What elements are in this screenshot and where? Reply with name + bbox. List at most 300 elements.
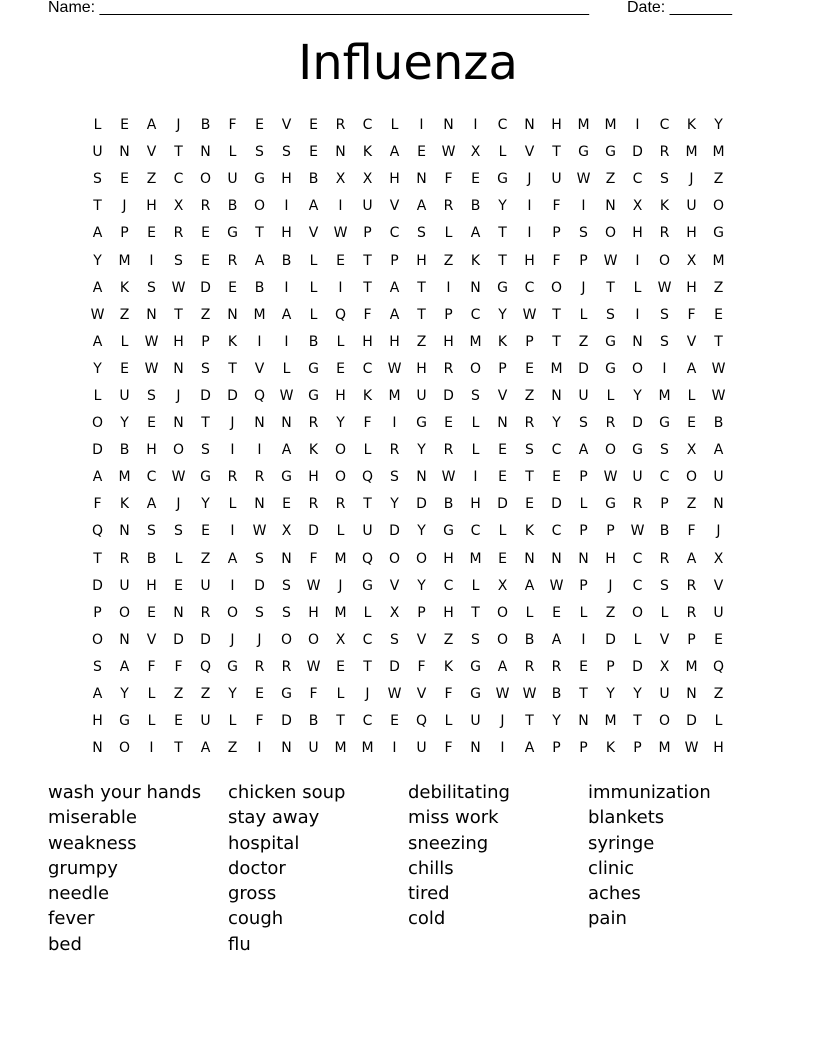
grid-letter[interactable]: T <box>498 225 507 242</box>
grid-letter[interactable]: Y <box>120 415 129 432</box>
grid-letter[interactable]: H <box>389 171 400 188</box>
grid-letter[interactable]: B <box>659 523 670 540</box>
grid-letter[interactable]: M <box>712 252 725 269</box>
grid-letter[interactable]: H <box>416 252 427 269</box>
grid-letter[interactable]: L <box>579 604 588 621</box>
grid-letter[interactable]: R <box>443 442 454 459</box>
grid-letter[interactable]: C <box>362 631 373 648</box>
grid-letter[interactable]: O <box>604 442 617 459</box>
grid-letter[interactable]: C <box>659 117 670 134</box>
grid-letter[interactable]: S <box>147 387 156 404</box>
grid-letter[interactable]: H <box>146 198 157 215</box>
grid-letter[interactable]: X <box>173 198 184 215</box>
grid-letter[interactable]: T <box>552 144 561 161</box>
grid-letter[interactable]: L <box>687 387 696 404</box>
grid-letter[interactable]: M <box>361 740 374 757</box>
grid-letter[interactable]: R <box>227 469 238 486</box>
grid-letter[interactable]: D <box>227 387 238 404</box>
grid-letter[interactable]: U <box>713 604 724 621</box>
grid-letter[interactable]: A <box>281 442 292 459</box>
grid-letter[interactable]: X <box>470 144 481 161</box>
grid-letter[interactable]: S <box>147 523 156 540</box>
grid-letter[interactable]: H <box>686 279 697 296</box>
grid-letter[interactable]: G <box>281 469 292 486</box>
grid-letter[interactable]: J <box>338 577 343 594</box>
grid-letter[interactable]: O <box>712 198 725 215</box>
grid-letter[interactable]: A <box>470 225 481 242</box>
grid-letter[interactable]: K <box>497 333 508 350</box>
grid-letter[interactable]: X <box>686 252 697 269</box>
grid-letter[interactable]: L <box>714 713 723 730</box>
grid-letter[interactable]: G <box>605 496 616 513</box>
grid-letter[interactable]: L <box>174 550 183 567</box>
grid-letter[interactable]: J <box>176 117 181 134</box>
grid-letter[interactable]: N <box>524 117 535 134</box>
grid-letter[interactable]: I <box>581 198 586 215</box>
grid-letter[interactable]: E <box>255 117 264 134</box>
grid-letter[interactable]: W <box>711 387 726 404</box>
grid-letter[interactable]: R <box>335 117 346 134</box>
grid-letter[interactable]: N <box>119 144 130 161</box>
grid-letter[interactable]: P <box>579 523 588 540</box>
grid-letter[interactable]: A <box>92 333 103 350</box>
grid-letter[interactable]: L <box>633 631 642 648</box>
grid-letter[interactable]: C <box>389 225 400 242</box>
grid-letter[interactable]: M <box>658 740 671 757</box>
grid-letter[interactable]: B <box>227 198 238 215</box>
grid-letter[interactable]: E <box>525 496 534 513</box>
grid-letter[interactable]: Y <box>498 198 507 215</box>
grid-letter[interactable]: E <box>120 117 129 134</box>
grid-letter[interactable]: E <box>444 415 453 432</box>
grid-letter[interactable]: N <box>281 550 292 567</box>
grid-letter[interactable]: S <box>255 550 264 567</box>
grid-letter[interactable]: E <box>147 225 156 242</box>
grid-letter[interactable]: R <box>659 550 670 567</box>
grid-letter[interactable]: Z <box>146 171 157 188</box>
grid-letter[interactable]: F <box>444 740 453 757</box>
grid-letter[interactable]: L <box>228 144 237 161</box>
grid-letter[interactable]: E <box>714 306 723 323</box>
grid-letter[interactable]: P <box>633 740 642 757</box>
grid-letter[interactable]: A <box>119 658 130 675</box>
grid-letter[interactable]: R <box>443 360 454 377</box>
grid-letter[interactable]: I <box>257 442 262 459</box>
grid-letter[interactable]: F <box>174 658 183 675</box>
grid-letter[interactable]: T <box>201 415 210 432</box>
grid-letter[interactable]: D <box>92 442 103 459</box>
grid-letter[interactable]: T <box>579 686 588 703</box>
grid-letter[interactable]: T <box>552 333 561 350</box>
grid-letter[interactable]: M <box>604 713 617 730</box>
grid-letter[interactable]: U <box>362 198 373 215</box>
grid-letter[interactable]: T <box>336 713 345 730</box>
grid-letter[interactable]: N <box>173 604 184 621</box>
grid-letter[interactable]: I <box>635 117 640 134</box>
grid-letter[interactable]: S <box>390 469 399 486</box>
grid-letter[interactable]: L <box>336 686 345 703</box>
grid-letter[interactable]: B <box>308 713 319 730</box>
grid-letter[interactable]: A <box>524 577 535 594</box>
grid-letter[interactable]: S <box>390 631 399 648</box>
grid-letter[interactable]: N <box>578 550 589 567</box>
grid-letter[interactable]: S <box>606 306 615 323</box>
grid-letter[interactable]: G <box>254 171 265 188</box>
grid-letter[interactable]: A <box>92 225 103 242</box>
grid-letter[interactable]: C <box>497 117 508 134</box>
grid-letter[interactable]: I <box>419 117 424 134</box>
grid-letter[interactable]: P <box>579 469 588 486</box>
grid-letter[interactable]: E <box>552 469 561 486</box>
grid-letter[interactable]: W <box>144 360 159 377</box>
grid-letter[interactable]: H <box>389 333 400 350</box>
grid-letter[interactable]: R <box>686 604 697 621</box>
grid-letter[interactable]: E <box>390 713 399 730</box>
grid-letter[interactable]: P <box>606 658 615 675</box>
grid-letter[interactable]: J <box>230 415 235 432</box>
grid-letter[interactable]: H <box>146 577 157 594</box>
grid-letter[interactable]: R <box>659 225 670 242</box>
grid-letter[interactable]: D <box>632 144 643 161</box>
grid-letter[interactable]: N <box>227 306 238 323</box>
grid-letter[interactable]: I <box>230 442 235 459</box>
grid-letter[interactable]: I <box>338 279 343 296</box>
grid-letter[interactable]: Q <box>334 306 347 323</box>
grid-letter[interactable]: E <box>282 496 291 513</box>
grid-letter[interactable]: A <box>92 686 103 703</box>
grid-letter[interactable]: O <box>415 550 428 567</box>
grid-letter[interactable]: T <box>525 713 534 730</box>
grid-letter[interactable]: G <box>713 225 724 242</box>
grid-letter[interactable]: D <box>308 523 319 540</box>
grid-letter[interactable]: B <box>713 415 724 432</box>
grid-letter[interactable]: R <box>281 658 292 675</box>
grid-letter[interactable]: W <box>576 171 591 188</box>
grid-letter[interactable]: H <box>92 713 103 730</box>
grid-letter[interactable]: D <box>92 577 103 594</box>
grid-letter[interactable]: T <box>471 604 480 621</box>
grid-letter[interactable]: L <box>390 117 399 134</box>
grid-letter[interactable]: A <box>389 144 400 161</box>
grid-letter[interactable]: N <box>119 523 130 540</box>
grid-letter[interactable]: U <box>92 144 103 161</box>
grid-letter[interactable]: F <box>228 117 237 134</box>
grid-letter[interactable]: K <box>227 333 238 350</box>
grid-letter[interactable]: H <box>416 360 427 377</box>
grid-letter[interactable]: P <box>579 577 588 594</box>
grid-letter[interactable]: G <box>227 225 238 242</box>
grid-letter[interactable]: C <box>632 577 643 594</box>
grid-letter[interactable]: F <box>363 415 372 432</box>
grid-letter[interactable]: Y <box>390 496 399 513</box>
grid-letter[interactable]: W <box>495 686 510 703</box>
grid-letter[interactable]: K <box>119 496 130 513</box>
grid-letter[interactable]: C <box>173 171 184 188</box>
grid-letter[interactable]: K <box>524 523 535 540</box>
grid-letter[interactable]: Y <box>417 442 426 459</box>
grid-letter[interactable]: O <box>307 631 320 648</box>
grid-letter[interactable]: C <box>632 550 643 567</box>
grid-letter[interactable]: U <box>362 523 373 540</box>
grid-letter[interactable]: N <box>713 496 724 513</box>
grid-letter[interactable]: J <box>608 577 613 594</box>
grid-letter[interactable]: P <box>606 523 615 540</box>
grid-letter[interactable]: U <box>416 740 427 757</box>
grid-letter[interactable]: L <box>93 117 102 134</box>
grid-letter[interactable]: Z <box>605 171 616 188</box>
grid-letter[interactable]: U <box>470 713 481 730</box>
grid-letter[interactable]: H <box>713 740 724 757</box>
grid-letter[interactable]: I <box>581 631 586 648</box>
grid-letter[interactable]: O <box>631 360 644 377</box>
grid-letter[interactable]: Y <box>120 686 129 703</box>
grid-letter[interactable]: F <box>309 550 318 567</box>
grid-letter[interactable]: G <box>497 279 508 296</box>
grid-letter[interactable]: E <box>120 360 129 377</box>
grid-letter[interactable]: W <box>306 658 321 675</box>
grid-letter[interactable]: G <box>497 171 508 188</box>
grid-letter[interactable]: P <box>417 604 426 621</box>
grid-letter[interactable]: I <box>257 740 262 757</box>
grid-letter[interactable]: U <box>659 686 670 703</box>
grid-letter[interactable]: G <box>659 415 670 432</box>
grid-letter[interactable]: J <box>527 171 532 188</box>
grid-letter[interactable]: G <box>308 387 319 404</box>
grid-letter[interactable]: Y <box>93 360 102 377</box>
grid-letter[interactable]: Y <box>552 713 561 730</box>
grid-letter[interactable]: P <box>363 225 372 242</box>
grid-letter[interactable]: D <box>605 631 616 648</box>
grid-letter[interactable]: M <box>685 144 698 161</box>
grid-letter[interactable]: K <box>362 144 373 161</box>
grid-letter[interactable]: A <box>686 550 697 567</box>
grid-letter[interactable]: N <box>173 415 184 432</box>
grid-letter[interactable]: L <box>444 713 453 730</box>
grid-letter[interactable]: U <box>416 387 427 404</box>
grid-letter[interactable]: Z <box>443 631 454 648</box>
grid-letter[interactable]: W <box>603 469 618 486</box>
grid-letter[interactable]: R <box>686 577 697 594</box>
grid-letter[interactable]: E <box>525 360 534 377</box>
grid-letter[interactable]: I <box>230 577 235 594</box>
grid-letter[interactable]: H <box>281 171 292 188</box>
grid-letter[interactable]: H <box>173 333 184 350</box>
grid-letter[interactable]: P <box>660 496 669 513</box>
grid-letter[interactable]: G <box>470 658 481 675</box>
grid-letter[interactable]: T <box>498 252 507 269</box>
grid-letter[interactable]: U <box>227 171 238 188</box>
grid-letter[interactable]: S <box>282 577 291 594</box>
grid-letter[interactable]: I <box>446 279 451 296</box>
grid-letter[interactable]: F <box>687 306 696 323</box>
grid-letter[interactable]: E <box>147 415 156 432</box>
grid-letter[interactable]: C <box>443 577 454 594</box>
grid-letter[interactable]: S <box>255 144 264 161</box>
grid-letter[interactable]: T <box>228 360 237 377</box>
grid-letter[interactable]: M <box>118 252 131 269</box>
grid-letter[interactable]: X <box>713 550 724 567</box>
grid-letter[interactable]: G <box>308 360 319 377</box>
grid-letter[interactable]: T <box>93 550 102 567</box>
grid-letter[interactable]: R <box>200 198 211 215</box>
grid-letter[interactable]: U <box>200 577 211 594</box>
grid-letter[interactable]: S <box>201 360 210 377</box>
grid-letter[interactable]: N <box>470 279 481 296</box>
grid-letter[interactable]: Z <box>605 604 616 621</box>
grid-letter[interactable]: L <box>120 333 129 350</box>
grid-letter[interactable]: L <box>336 523 345 540</box>
grid-letter[interactable]: Z <box>713 279 724 296</box>
grid-letter[interactable]: T <box>714 333 723 350</box>
grid-letter[interactable]: N <box>443 117 454 134</box>
grid-letter[interactable]: W <box>711 360 726 377</box>
grid-letter[interactable]: E <box>498 442 507 459</box>
grid-letter[interactable]: N <box>281 415 292 432</box>
grid-letter[interactable]: G <box>119 713 130 730</box>
grid-letter[interactable]: T <box>363 279 372 296</box>
grid-letter[interactable]: J <box>689 171 694 188</box>
grid-letter[interactable]: B <box>146 550 157 567</box>
grid-letter[interactable]: K <box>308 442 319 459</box>
grid-letter[interactable]: W <box>441 469 456 486</box>
grid-letter[interactable]: M <box>334 550 347 567</box>
grid-letter[interactable]: Y <box>336 415 345 432</box>
grid-letter[interactable]: T <box>174 740 183 757</box>
grid-letter[interactable]: L <box>309 306 318 323</box>
grid-letter[interactable]: Z <box>200 550 211 567</box>
grid-letter[interactable]: Z <box>227 740 238 757</box>
grid-letter[interactable]: X <box>389 604 400 621</box>
grid-letter[interactable]: E <box>336 658 345 675</box>
grid-letter[interactable]: E <box>120 171 129 188</box>
grid-letter[interactable]: F <box>309 686 318 703</box>
grid-letter[interactable]: K <box>605 740 616 757</box>
grid-letter[interactable]: P <box>201 333 210 350</box>
grid-letter[interactable]: W <box>387 360 402 377</box>
grid-letter[interactable]: L <box>606 387 615 404</box>
grid-letter[interactable]: B <box>254 279 265 296</box>
grid-letter[interactable]: H <box>686 225 697 242</box>
grid-letter[interactable]: P <box>687 631 696 648</box>
grid-letter[interactable]: N <box>686 686 697 703</box>
grid-letter[interactable]: G <box>227 658 238 675</box>
grid-letter[interactable]: C <box>362 117 373 134</box>
grid-letter[interactable]: D <box>200 631 211 648</box>
grid-letter[interactable]: N <box>254 415 265 432</box>
grid-letter[interactable]: C <box>632 171 643 188</box>
grid-letter[interactable]: S <box>417 225 426 242</box>
grid-letter[interactable]: B <box>200 117 211 134</box>
grid-letter[interactable]: I <box>149 740 154 757</box>
grid-letter[interactable]: R <box>551 658 562 675</box>
grid-letter[interactable]: R <box>524 415 535 432</box>
grid-letter[interactable]: H <box>470 496 481 513</box>
grid-letter[interactable]: Q <box>199 658 212 675</box>
grid-letter[interactable]: V <box>686 333 697 350</box>
grid-letter[interactable]: B <box>119 442 130 459</box>
grid-letter[interactable]: O <box>199 171 212 188</box>
grid-letter[interactable]: P <box>552 740 561 757</box>
grid-letter[interactable]: M <box>388 387 401 404</box>
grid-letter[interactable]: G <box>443 523 454 540</box>
grid-letter[interactable]: G <box>470 686 481 703</box>
grid-letter[interactable]: V <box>416 686 427 703</box>
grid-letter[interactable]: X <box>632 198 643 215</box>
grid-letter[interactable]: B <box>551 686 562 703</box>
grid-letter[interactable]: E <box>471 171 480 188</box>
grid-letter[interactable]: Z <box>200 306 211 323</box>
grid-letter[interactable]: C <box>362 360 373 377</box>
grid-letter[interactable]: H <box>632 225 643 242</box>
grid-letter[interactable]: E <box>174 577 183 594</box>
grid-letter[interactable]: T <box>363 496 372 513</box>
grid-letter[interactable]: N <box>551 387 562 404</box>
grid-letter[interactable]: Q <box>415 713 428 730</box>
grid-letter[interactable]: R <box>173 225 184 242</box>
grid-letter[interactable]: F <box>552 198 561 215</box>
grid-letter[interactable]: Z <box>713 686 724 703</box>
grid-letter[interactable]: W <box>603 252 618 269</box>
grid-letter[interactable]: X <box>659 658 670 675</box>
grid-letter[interactable]: G <box>605 333 616 350</box>
grid-letter[interactable]: O <box>280 631 293 648</box>
grid-letter[interactable]: A <box>686 360 697 377</box>
grid-letter[interactable]: R <box>443 198 454 215</box>
grid-letter[interactable]: A <box>227 550 238 567</box>
grid-letter[interactable]: D <box>578 360 589 377</box>
grid-letter[interactable]: N <box>551 550 562 567</box>
grid-letter[interactable]: E <box>201 523 210 540</box>
grid-letter[interactable]: S <box>174 252 183 269</box>
grid-letter[interactable]: W <box>630 523 645 540</box>
grid-letter[interactable]: A <box>308 198 319 215</box>
grid-letter[interactable]: Y <box>228 686 237 703</box>
grid-letter[interactable]: L <box>309 252 318 269</box>
grid-letter[interactable]: Y <box>552 415 561 432</box>
grid-letter[interactable]: L <box>579 496 588 513</box>
grid-letter[interactable]: G <box>416 415 427 432</box>
grid-letter[interactable]: P <box>579 252 588 269</box>
grid-letter[interactable]: H <box>335 387 346 404</box>
grid-letter[interactable]: F <box>255 713 264 730</box>
grid-letter[interactable]: E <box>309 144 318 161</box>
grid-letter[interactable]: A <box>551 631 562 648</box>
grid-letter[interactable]: A <box>92 469 103 486</box>
grid-letter[interactable]: V <box>497 387 508 404</box>
grid-letter[interactable]: T <box>417 306 426 323</box>
grid-letter[interactable]: N <box>416 171 427 188</box>
grid-letter[interactable]: O <box>685 469 698 486</box>
grid-letter[interactable]: M <box>334 740 347 757</box>
grid-letter[interactable]: S <box>660 577 669 594</box>
grid-letter[interactable]: C <box>659 469 670 486</box>
grid-letter[interactable]: O <box>334 442 347 459</box>
grid-letter[interactable]: D <box>254 577 265 594</box>
grid-letter[interactable]: R <box>227 252 238 269</box>
grid-letter[interactable]: H <box>605 550 616 567</box>
grid-letter[interactable]: S <box>471 387 480 404</box>
grid-letter[interactable]: G <box>632 442 643 459</box>
grid-letter[interactable]: O <box>550 279 563 296</box>
grid-letter[interactable]: M <box>469 333 482 350</box>
grid-letter[interactable]: H <box>281 225 292 242</box>
grid-letter[interactable]: M <box>685 658 698 675</box>
grid-letter[interactable]: P <box>552 225 561 242</box>
grid-letter[interactable]: I <box>149 252 154 269</box>
grid-letter[interactable]: I <box>392 740 397 757</box>
grid-letter[interactable]: N <box>605 198 616 215</box>
grid-letter[interactable]: F <box>552 252 561 269</box>
